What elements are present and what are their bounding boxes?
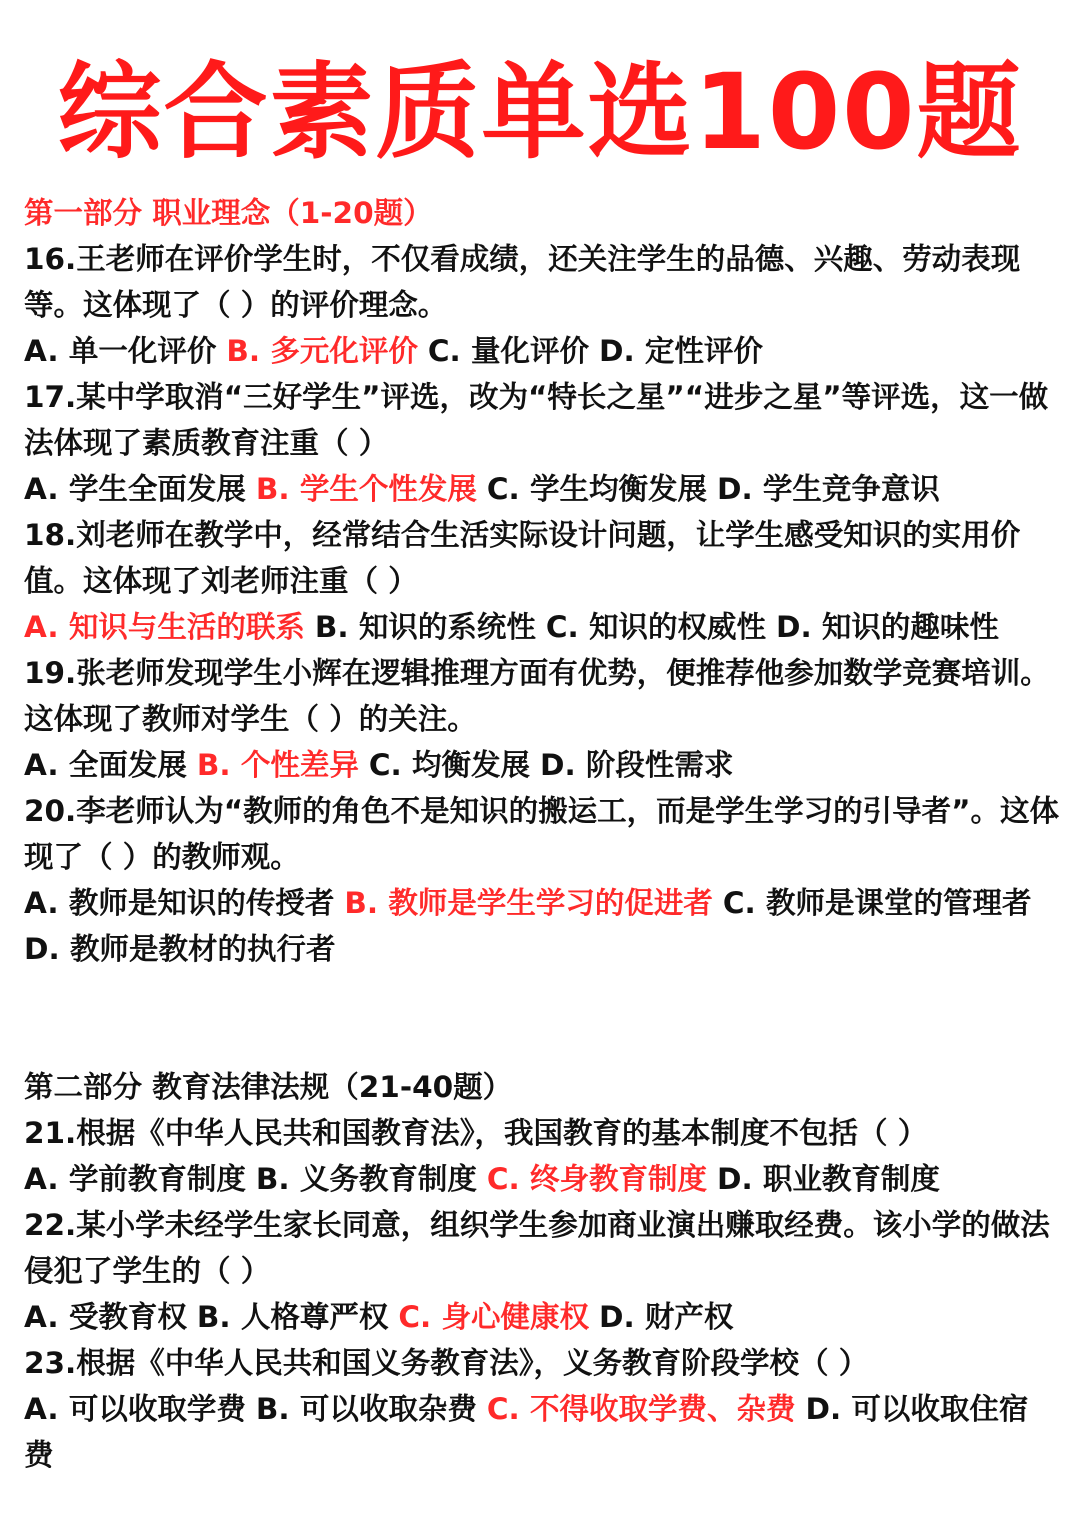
section-heading-2: 第二部分 教育法律法规（21-40题） bbox=[24, 1070, 513, 1104]
options-row bbox=[24, 1156, 1064, 1202]
options-row bbox=[24, 1294, 1064, 1340]
options-row bbox=[24, 880, 1064, 972]
option-a: A. 受教育权 bbox=[24, 1300, 187, 1334]
question-text: 22.某小学未经学生家长同意，组织学生参加商业演出赚取经费。该小学的做法侵犯了学生的（ ） bbox=[24, 1208, 1050, 1288]
option-d: D. 定性评价 bbox=[598, 334, 763, 368]
question-text: 19.张老师发现学生小辉在逻辑推理方面有优势，便推荐他参加数学竞赛培训。这体现了教师对学生（ ）的关注。 bbox=[24, 656, 1050, 736]
option-a: A. 学生全面发展 bbox=[24, 472, 246, 506]
option-c: C. 知识的权威性 bbox=[545, 610, 766, 644]
option-d: D. 可以收取住宿费 bbox=[24, 1392, 1029, 1472]
option-b: B. 人格尊严权 bbox=[196, 1300, 389, 1334]
page-title: 综合素质单选100题 bbox=[57, 51, 1023, 173]
option-a-correct: A. 知识与生活的联系 bbox=[24, 610, 305, 644]
option-d: D. 学生竞争意识 bbox=[716, 472, 940, 506]
option-b-correct: B. 学生个性发展 bbox=[255, 472, 477, 506]
question-16 bbox=[24, 236, 1064, 374]
question-text: 17.某中学取消“三好学生”评选，改为“特长之星”“进步之星”等评选，这一做法体现了素质教育注重（ ） bbox=[24, 380, 1049, 460]
option-b-correct: B. 个性差异 bbox=[196, 748, 359, 782]
option-d: D. 教师是教材的执行者 bbox=[24, 932, 336, 966]
option-b: B. 知识的系统性 bbox=[314, 610, 536, 644]
question-23 bbox=[24, 1340, 1064, 1478]
option-d: D. 阶段性需求 bbox=[539, 748, 734, 782]
options-row bbox=[24, 328, 1064, 374]
question-text: 18.刘老师在教学中，经常结合生活实际设计问题，让学生感受知识的实用价值。这体现了刘老师注重（ ） bbox=[24, 518, 1021, 598]
option-b: B. 可以收取杂费 bbox=[255, 1392, 477, 1426]
question-21 bbox=[24, 1110, 1064, 1202]
question-20 bbox=[24, 788, 1064, 972]
option-c-correct: C. 身心健康权 bbox=[398, 1300, 589, 1334]
option-b: B. 义务教育制度 bbox=[255, 1162, 477, 1196]
option-b-correct: B. 多元化评价 bbox=[226, 334, 418, 368]
option-c-correct: C. 终身教育制度 bbox=[486, 1162, 707, 1196]
question-17 bbox=[24, 374, 1064, 512]
options-row bbox=[24, 466, 1064, 512]
option-a: A. 教师是知识的传授者 bbox=[24, 886, 335, 920]
options-row bbox=[24, 742, 1064, 788]
section-heading-1: 第一部分 职业理念（1-20题） bbox=[24, 196, 433, 230]
question-18 bbox=[24, 512, 1064, 650]
section-spacer bbox=[24, 972, 1064, 1064]
option-d: D. 财产权 bbox=[598, 1300, 734, 1334]
options-row bbox=[24, 1386, 1064, 1478]
document-body bbox=[24, 190, 1064, 1478]
question-22 bbox=[24, 1202, 1064, 1340]
option-c: C. 学生均衡发展 bbox=[486, 472, 707, 506]
option-a: A. 学前教育制度 bbox=[24, 1162, 246, 1196]
question-19 bbox=[24, 650, 1064, 788]
option-c-correct: C. 不得收取学费、杂费 bbox=[486, 1392, 796, 1426]
option-a: A. 单一化评价 bbox=[24, 334, 217, 368]
option-c: C. 量化评价 bbox=[427, 334, 589, 368]
option-c: C. 教师是课堂的管理者 bbox=[722, 886, 1032, 920]
option-b-correct: B. 教师是学生学习的促进者 bbox=[344, 886, 713, 920]
option-a: A. 全面发展 bbox=[24, 748, 187, 782]
option-d: D. 职业教育制度 bbox=[716, 1162, 940, 1196]
option-d: D. 知识的趣味性 bbox=[775, 610, 999, 644]
option-a: A. 可以收取学费 bbox=[24, 1392, 246, 1426]
option-c: C. 均衡发展 bbox=[368, 748, 530, 782]
question-text: 20.李老师认为“教师的角色不是知识的搬运工，而是学生学习的引导者”。这体现了（ ）的教师观。 bbox=[24, 794, 1060, 874]
question-text: 21.根据《中华人民共和国教育法》，我国教育的基本制度不包括（ ） bbox=[24, 1116, 928, 1150]
question-text: 23.根据《中华人民共和国义务教育法》，义务教育阶段学校（ ） bbox=[24, 1346, 869, 1380]
options-row bbox=[24, 604, 1064, 650]
question-text: 16.王老师在评价学生时，不仅看成绩，还关注学生的品德、兴趣、劳动表现等。这体现了（ ）的评价理念。 bbox=[24, 242, 1021, 322]
